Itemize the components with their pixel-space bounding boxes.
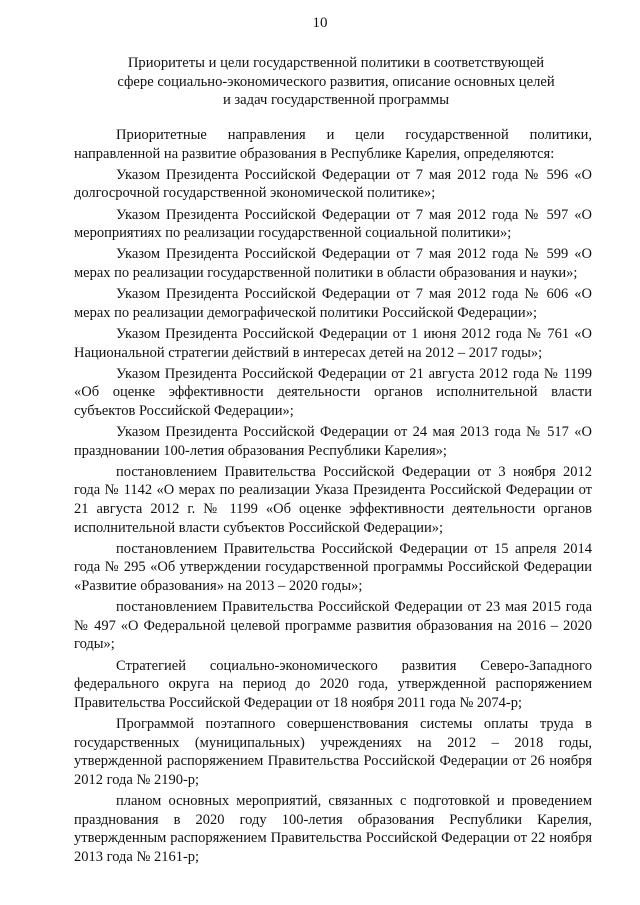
heading-line-1: Приоритеты и цели государственной политики в соответствующей [127, 55, 545, 71]
decree-1199-paragraph: Указом Президента Российской Федерации от 21 августа 2012 года № 1199 «Об оценке эффективности деятельности органов исполнительной власти субъектов Российской Федерации»; [74, 365, 592, 419]
page-number: 10 [312, 15, 328, 31]
decree-599-paragraph: Указом Президента Российской Федерации от 7 мая 2012 года № 599 «О мерах по реализации государственной политики в области образования и науки»; [74, 246, 592, 281]
heading-line-3: и задач государственной программы [222, 92, 450, 108]
decree-517-paragraph: Указом Президента Российской Федерации от 24 мая 2013 года № 517 «О праздновании 100-летия образования Республики Карелия»; [74, 424, 592, 459]
document-body [74, 126, 592, 869]
section-heading [80, 54, 592, 110]
decree-596-paragraph: Указом Президента Российской Федерации от 7 мая 2012 года № 596 «О долгосрочной государственной экономической политике»; [74, 166, 592, 202]
intro-paragraph: Приоритетные направления и цели государственной политики, направленной на развитие образования в Республике Карелия, определяются: [74, 127, 592, 162]
resolution-295-paragraph: постановлением Правительства Российской Федерации от 15 апреля 2014 года № 295 «Об утверждении государственной программы Российской Федерации «Развитие образования» на 2013 – 2020 годы»; [74, 540, 592, 594]
decree-597-paragraph: Указом Президента Российской Федерации от 7 мая 2012 года № 597 «О мероприятиях по реализации государственной социальной политики»; [74, 206, 592, 242]
anniversary-plan-paragraph: планом основных мероприятий, связанных с подготовкой и проведением празднования в 2020 году 100-летия образования Республики Карелия, утвержденным распоряжением Правительства Российской Федерации от 22 ноября 2013 года № 2161-р; [74, 792, 592, 865]
wage-program-paragraph: Программой поэтапного совершенствования системы оплаты труда в государственных (муниципальных) учреждениях на 2012 – 2018 годы, утвержденной распоряжением Правительства Российской Федерации от 26 ноября 2012 года № 2190-р; [74, 715, 592, 788]
resolution-1142-paragraph: постановлением Правительства Российской Федерации от 3 ноября 2012 года № 1142 «О мерах по реализации Указа Президента Российской Федерации от 21 августа 2012 г. № 1199 «Об оценке эффективности деятельности органов исполнительной власти субъектов Российской Федерации»; [74, 463, 592, 536]
decree-761-paragraph: Указом Президента Российской Федерации от 1 июня 2012 года № 761 «О Национальной стратегии действий в интересах детей на 2012 – 2017 годы»; [74, 325, 592, 361]
heading-line-2: сфере социально-экономического развития, описание основных целей [117, 73, 555, 90]
decree-606-paragraph: Указом Президента Российской Федерации от 7 мая 2012 года № 606 «О мерах по реализации демографической политики Российской Федерации»; [74, 286, 592, 321]
strategy-paragraph: Стратегией социально-экономического развития Северо-Западного федерального округа на период до 2020 года, утвержденной распоряжением Правительства Российской Федерации от 18 ноября 2011 года № 2074-р; [74, 657, 592, 711]
resolution-497-paragraph: постановлением Правительства Российской Федерации от 23 мая 2015 года № 497 «О Федеральной целевой программе развития образования на 2016 – 2020 годы»; [74, 599, 592, 653]
